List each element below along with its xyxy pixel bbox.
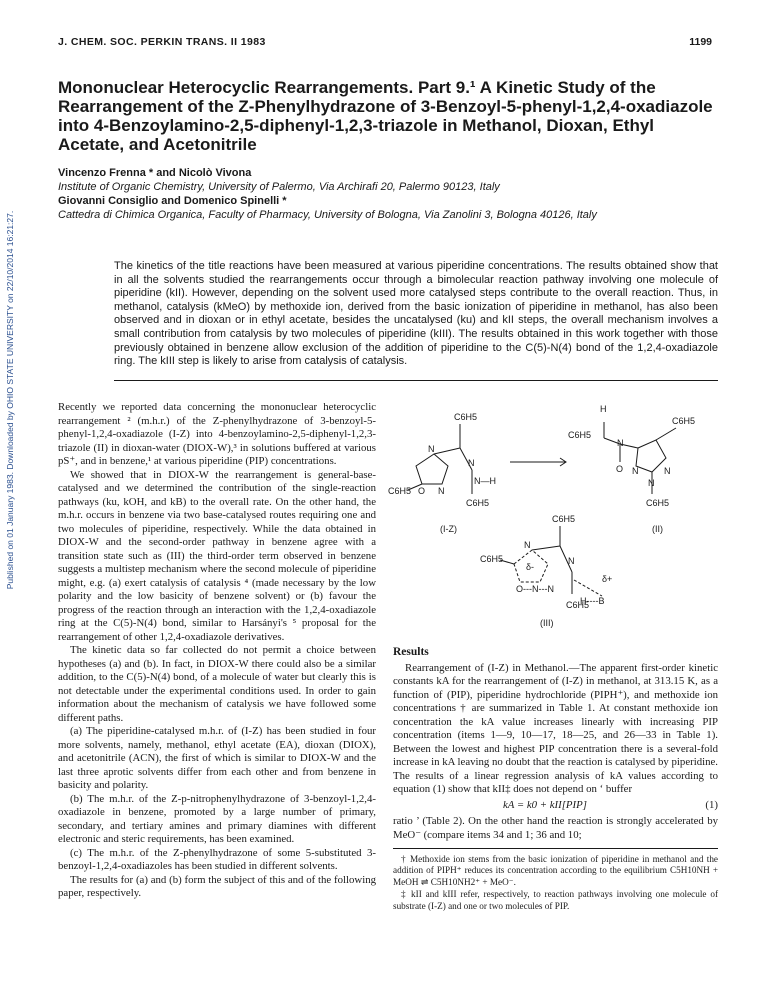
reaction-scheme bbox=[388, 398, 718, 642]
structure-label-i-z: (I-Z) bbox=[440, 524, 457, 534]
running-head bbox=[58, 36, 712, 48]
affiliation-1: Institute of Organic Chemistry, University of Palermo, Via Archirafi 20, Palermo 90123, Italy bbox=[58, 181, 500, 193]
body-paragraph: (b) The m.h.r. of the Z-p-nitrophenylhydrazone of 3-benzoyl-1,2,4-oxadiazole in benzene, promoted by a large number of primary, secondary, and tertiary amines and primary diamines with different electronic and steric requirements, has been examined. bbox=[58, 792, 376, 845]
chemical-structures-figure bbox=[388, 398, 718, 642]
phenyl-label: C6H5 bbox=[568, 430, 592, 440]
section-heading: Results bbox=[393, 646, 429, 658]
svg-text:N: N bbox=[428, 444, 435, 454]
svg-text:N: N bbox=[617, 438, 624, 448]
body-paragraph: Recently we reported data concerning the mononuclear heterocyclic rearrangement ² (m.h.r.) of the Z-phenylhydrazone of 3-benzoyl-5-phenyl-1,2,4-oxadiazole (I-Z) into 4-benzoylamino-2,5-diphenyl-1,2,3-triazole (II) in dioxan-water (DIOX-W),³ in solutions buffered at various pS⁺, and in benzene,¹ at various piperidine (PIP) concentrations. bbox=[58, 401, 376, 467]
phenyl-label: C6H5 bbox=[646, 498, 670, 508]
page-number: 1199 bbox=[689, 36, 712, 48]
svg-text:N: N bbox=[648, 478, 655, 488]
svg-text:N: N bbox=[568, 556, 575, 566]
triazole-ring bbox=[636, 440, 666, 472]
oxadiazole-ring bbox=[416, 454, 448, 484]
body-paragraph: The results for (a) and (b) form the subject of this and of the following paper, respectively. bbox=[58, 873, 376, 899]
body-paragraph: ratio ’ (Table 2). On the other hand the reaction is strongly accelerated by MeO⁻ (compare items 34 and 1; 36 and 10; bbox=[393, 815, 718, 841]
journal-citation: J. CHEM. SOC. PERKIN TRANS. II 1983 bbox=[58, 36, 266, 48]
svg-text:N: N bbox=[438, 486, 445, 496]
footnote: ‡ kII and kIII refer, respectively, to reaction pathways involving one molecule of substrate (I-Z) and one or two molecules of PIP. bbox=[393, 889, 718, 911]
svg-text:H: H bbox=[600, 404, 607, 414]
phenyl-label: C6H5 bbox=[480, 554, 504, 564]
right-column bbox=[393, 646, 718, 913]
phenyl-label: C6H5 bbox=[552, 514, 576, 524]
body-paragraph: Rearrangement of (I-Z) in Methanol.—The apparent first-order kinetic constants kA for the rearrangement of (I-Z) in methanol, at 313.15 K, as a function of (PIP), piperidine hydrochloride (PIPH⁺), and methoxide ion concentrations † are summarized in Table 1. At constant methoxide ion concentration the kA value increases linearly with increasing PIP concentration (items 1—9, 10—17, 18—25, and 26—33 in Table 1). Between the lowest and highest PIP concentration there is a several-fold increase in kA leaving no doubt that the reaction is catalysed by piperidine. The results of a linear regression analysis of kA values according to equation (1) show that kII‡ does not depend on ‘ buffer bbox=[393, 661, 718, 795]
phenyl-label: C6H5 bbox=[466, 498, 490, 508]
svg-text:N: N bbox=[632, 466, 639, 476]
phenyl-label: C6H5 bbox=[672, 416, 696, 426]
phenyl-label: C6H5 bbox=[566, 600, 590, 610]
delta-minus-label: δ- bbox=[526, 562, 535, 572]
article-title: Mononuclear Heterocyclic Rearrangements. Part 9.¹ A Kinetic Study of the Rearrangement of the Z-Phenylhydrazone of 3-Benzoyl-5-phenyl-1,2,4-oxadiazole into 4-Benzoylamino-2,5-diphenyl-1,2,3-triazole in Methanol, Dioxan, Ethyl Acetate, and Acetonitrile bbox=[58, 78, 713, 154]
delta-plus-label: δ+ bbox=[602, 574, 613, 584]
footnote: † Methoxide ion stems from the basic ionization of piperidine in methanol and the addition of PIPH⁺ reduces its concentration according to the equilibrium C5H10NH + MeOH ⇌ C5H10NH2⁺ + MeO⁻. bbox=[393, 854, 718, 887]
author-names-2: Giovanni Consiglio and Domenico Spinelli * bbox=[58, 195, 287, 207]
svg-text:H----B: H----B bbox=[580, 596, 605, 606]
abstract-divider bbox=[114, 380, 718, 381]
svg-text:N—H: N—H bbox=[474, 476, 496, 486]
svg-text:N: N bbox=[524, 540, 531, 550]
author-names-1: Vincenzo Frenna * and Nicolò Vivona bbox=[58, 167, 252, 179]
footnotes bbox=[393, 848, 718, 912]
phenyl-label: C6H5 bbox=[388, 486, 412, 496]
svg-text:O---N---N: O---N---N bbox=[516, 584, 554, 594]
structure-label-iii: (III) bbox=[540, 618, 554, 628]
body-paragraph: We showed that in DIOX-W the rearrangement is general-base-catalysed and we determined the contribution of the single-reaction pathways (ku, kOH, and kB) to the overall rate. On the other hand, the m.h.r. occurs in benzene via two base-catalysed routes requiring one and two molecules of piperidine, respectively. While the data obtained in DIOX-W and the second-order pathway in benzene agree with a transition state such as (III) the third-order term observed in benzene suggests a multistep mechanism where the second molecule of piperidine might, e.g. (a) exert catalysis of catalysis ⁴ (made necessary by the low polarity and the low basicity of benzene solvent) or (b) favour the progress of the reaction through an interaction with the 1,2,4-oxadiazole ring at the C(5)-N(4) bond, similar to Harsányi's ⁵ proposal for the rearrangement of other 1,2,4-oxadiazole derivatives. bbox=[58, 468, 376, 643]
download-notice: Published on 01 January 1983. Downloaded by OHIO STATE UNIVERSITY on 22/10/2014 16:21:27. bbox=[5, 210, 16, 590]
left-column bbox=[58, 401, 376, 901]
svg-text:N: N bbox=[664, 466, 671, 476]
affiliation-2: Cattedra di Chimica Organica, Faculty of Pharmacy, University of Bologna, Via Zanolini 3, Bologna 40126, Italy bbox=[58, 209, 597, 221]
body-paragraph: (a) The piperidine-catalysed m.h.r. of (I-Z) has been studied in four more solvents, namely, methanol, ethyl acetate (EA), dioxan (DIOX), and acetonitrile (ACN), the first of which is similar to DIOX-W and the last three aprotic solvents differ from each other and from benzene in basicity and polarity. bbox=[58, 725, 376, 791]
author-block bbox=[58, 166, 718, 222]
phenyl-label: C6H5 bbox=[454, 412, 478, 422]
svg-text:O: O bbox=[616, 464, 624, 474]
equation-number: (1) bbox=[705, 798, 718, 811]
structure-label-ii: (II) bbox=[652, 524, 663, 534]
equation-1 bbox=[393, 797, 718, 816]
svg-text:O: O bbox=[418, 486, 426, 496]
equation-text: kA = k0 + kII[PIP] bbox=[503, 798, 587, 811]
body-paragraph: (c) The m.h.r. of the Z-phenylhydrazone of some 5-substituted 3-benzoyl-1,2,4-oxadiazoles has been studied in different solvents. bbox=[58, 846, 376, 872]
abstract: The kinetics of the title reactions have been measured at various piperidine concentrations. The results obtained show that in all the solvents studied the rearrangements occur through a bimolecular reaction pathway involving one molecule of piperidine (kII). However, depending on the solvent used more catalysed steps contribute to the overall reaction. Thus, in methanol, catalysis (kMeO) by methoxide ion, derived from the basic ionization of piperidine in methanol, has also been observed and in dioxan or in ethyl acetate, besides the uncatalysed (ku) and kII steps, the overall mechanism involves a small contribution from catalysis by two molecules of piperidine (kIII). The results obtained in this work together with those previously obtained in benzene allow exclusion of the addition of piperidine to the C(5)-N(4) bond of the 1,2,4-oxadiazole ring. The kIII step is likely to arise from catalysis of catalysis. bbox=[114, 260, 718, 368]
svg-text:N: N bbox=[468, 458, 475, 468]
body-paragraph: The kinetic data so far collected do not permit a choice between hypotheses (a) and (b). In fact, in DIOX-W there could also be a similar addition, to the C(5)-N(4) bond, of a molecule of water but clearly this is not detectable under the experimental conditions used. In order to gain information about the mechanism of catalysis we have followed some different paths. bbox=[58, 644, 376, 724]
